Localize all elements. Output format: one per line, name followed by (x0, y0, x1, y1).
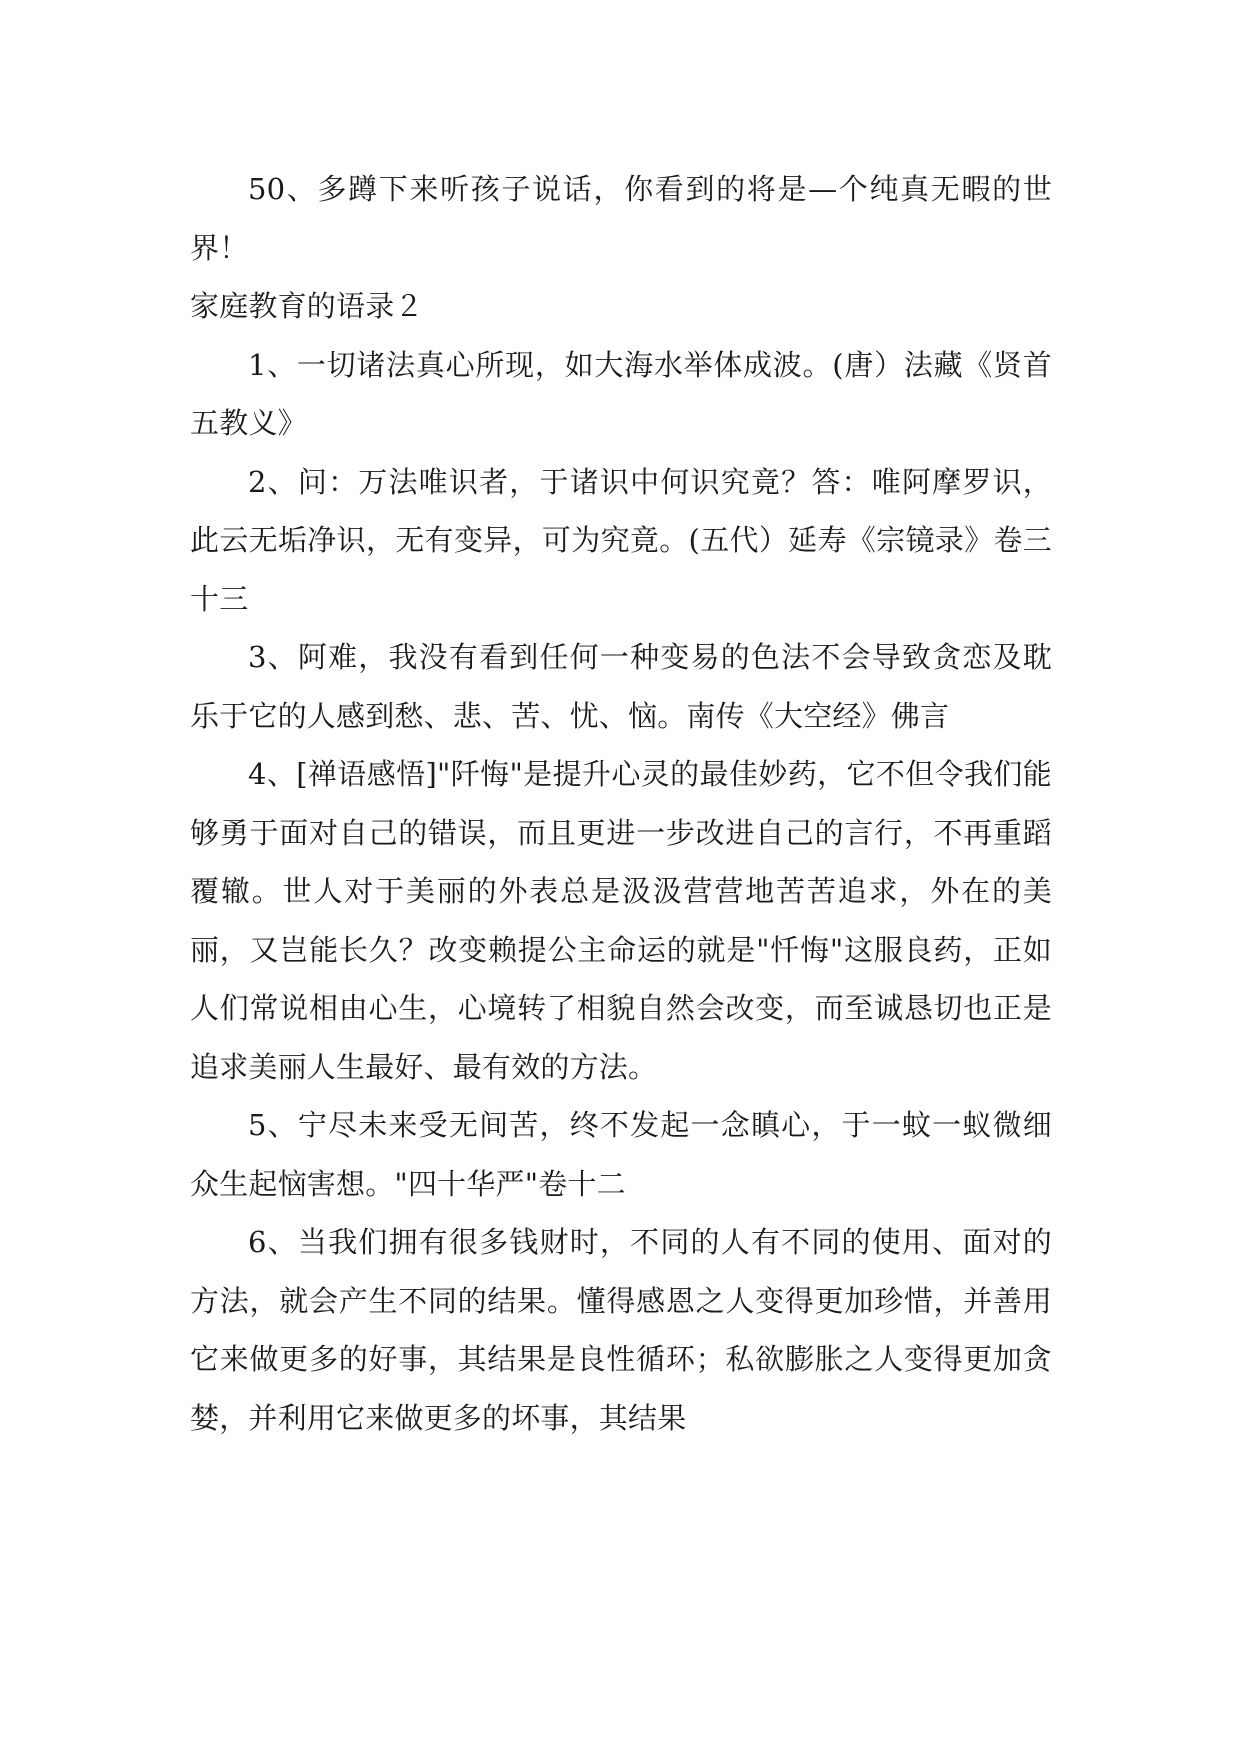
paragraph-1: 1、一切诸法真心所现，如大海水举体成波。(唐）法藏《贤首五教义》 (190, 347, 1052, 440)
paragraph-5: 5、宁尽未来受无间苦，终不发起一念瞋心，于一蚊一蚁微细众生起恼害想。"四十华严"卷十二 (190, 1108, 1052, 1201)
document-body (190, 160, 1052, 1447)
paragraph-6: 6、当我们拥有很多钱财时，不同的人有不同的使用、面对的方法，就会产生不同的结果。懂得感恩之人变得更加珍惜，并善用它来做更多的好事，其结果是良性循环；私欲膨胀之人变得更加贪婪，并利用它来做更多的坏事，其结果 (190, 1225, 1052, 1435)
paragraph-3: 3、阿难，我没有看到任何一种变易的色法不会导致贪恋及耽乐于它的人感到愁、悲、苦、忧、恼。南传《大空经》佛言 (190, 640, 1052, 733)
paragraph-50: 50、多蹲下来听孩子说话，你看到的将是—个纯真无暇的世界！ (190, 172, 1052, 265)
paragraph-2: 2、问：万法唯识者，于诸识中何识究竟？答：唯阿摩罗识，此云无垢净识，无有变异，可为究竟。(五代）延寿《宗镜录》卷三十三 (190, 464, 1052, 616)
section-heading: 家庭教育的语录２ (190, 289, 424, 323)
paragraph-4: 4、[禅语感悟]"阡悔"是提升心灵的最佳妙药，它不但令我们能够勇于面对自己的错误，而且更进一步改进自己的言行，不再重蹈覆辙。世人对于美丽的外表总是汲汲营营地苦苦追求，外在的美丽，又岂能长久？改变赖提公主命运的就是"忏悔"这服良药，正如人们常说相由心生，心境转了相貌自然会改变，而至诚恳切也正是追求美丽人生最好、最有效的方法。 (190, 757, 1052, 1084)
